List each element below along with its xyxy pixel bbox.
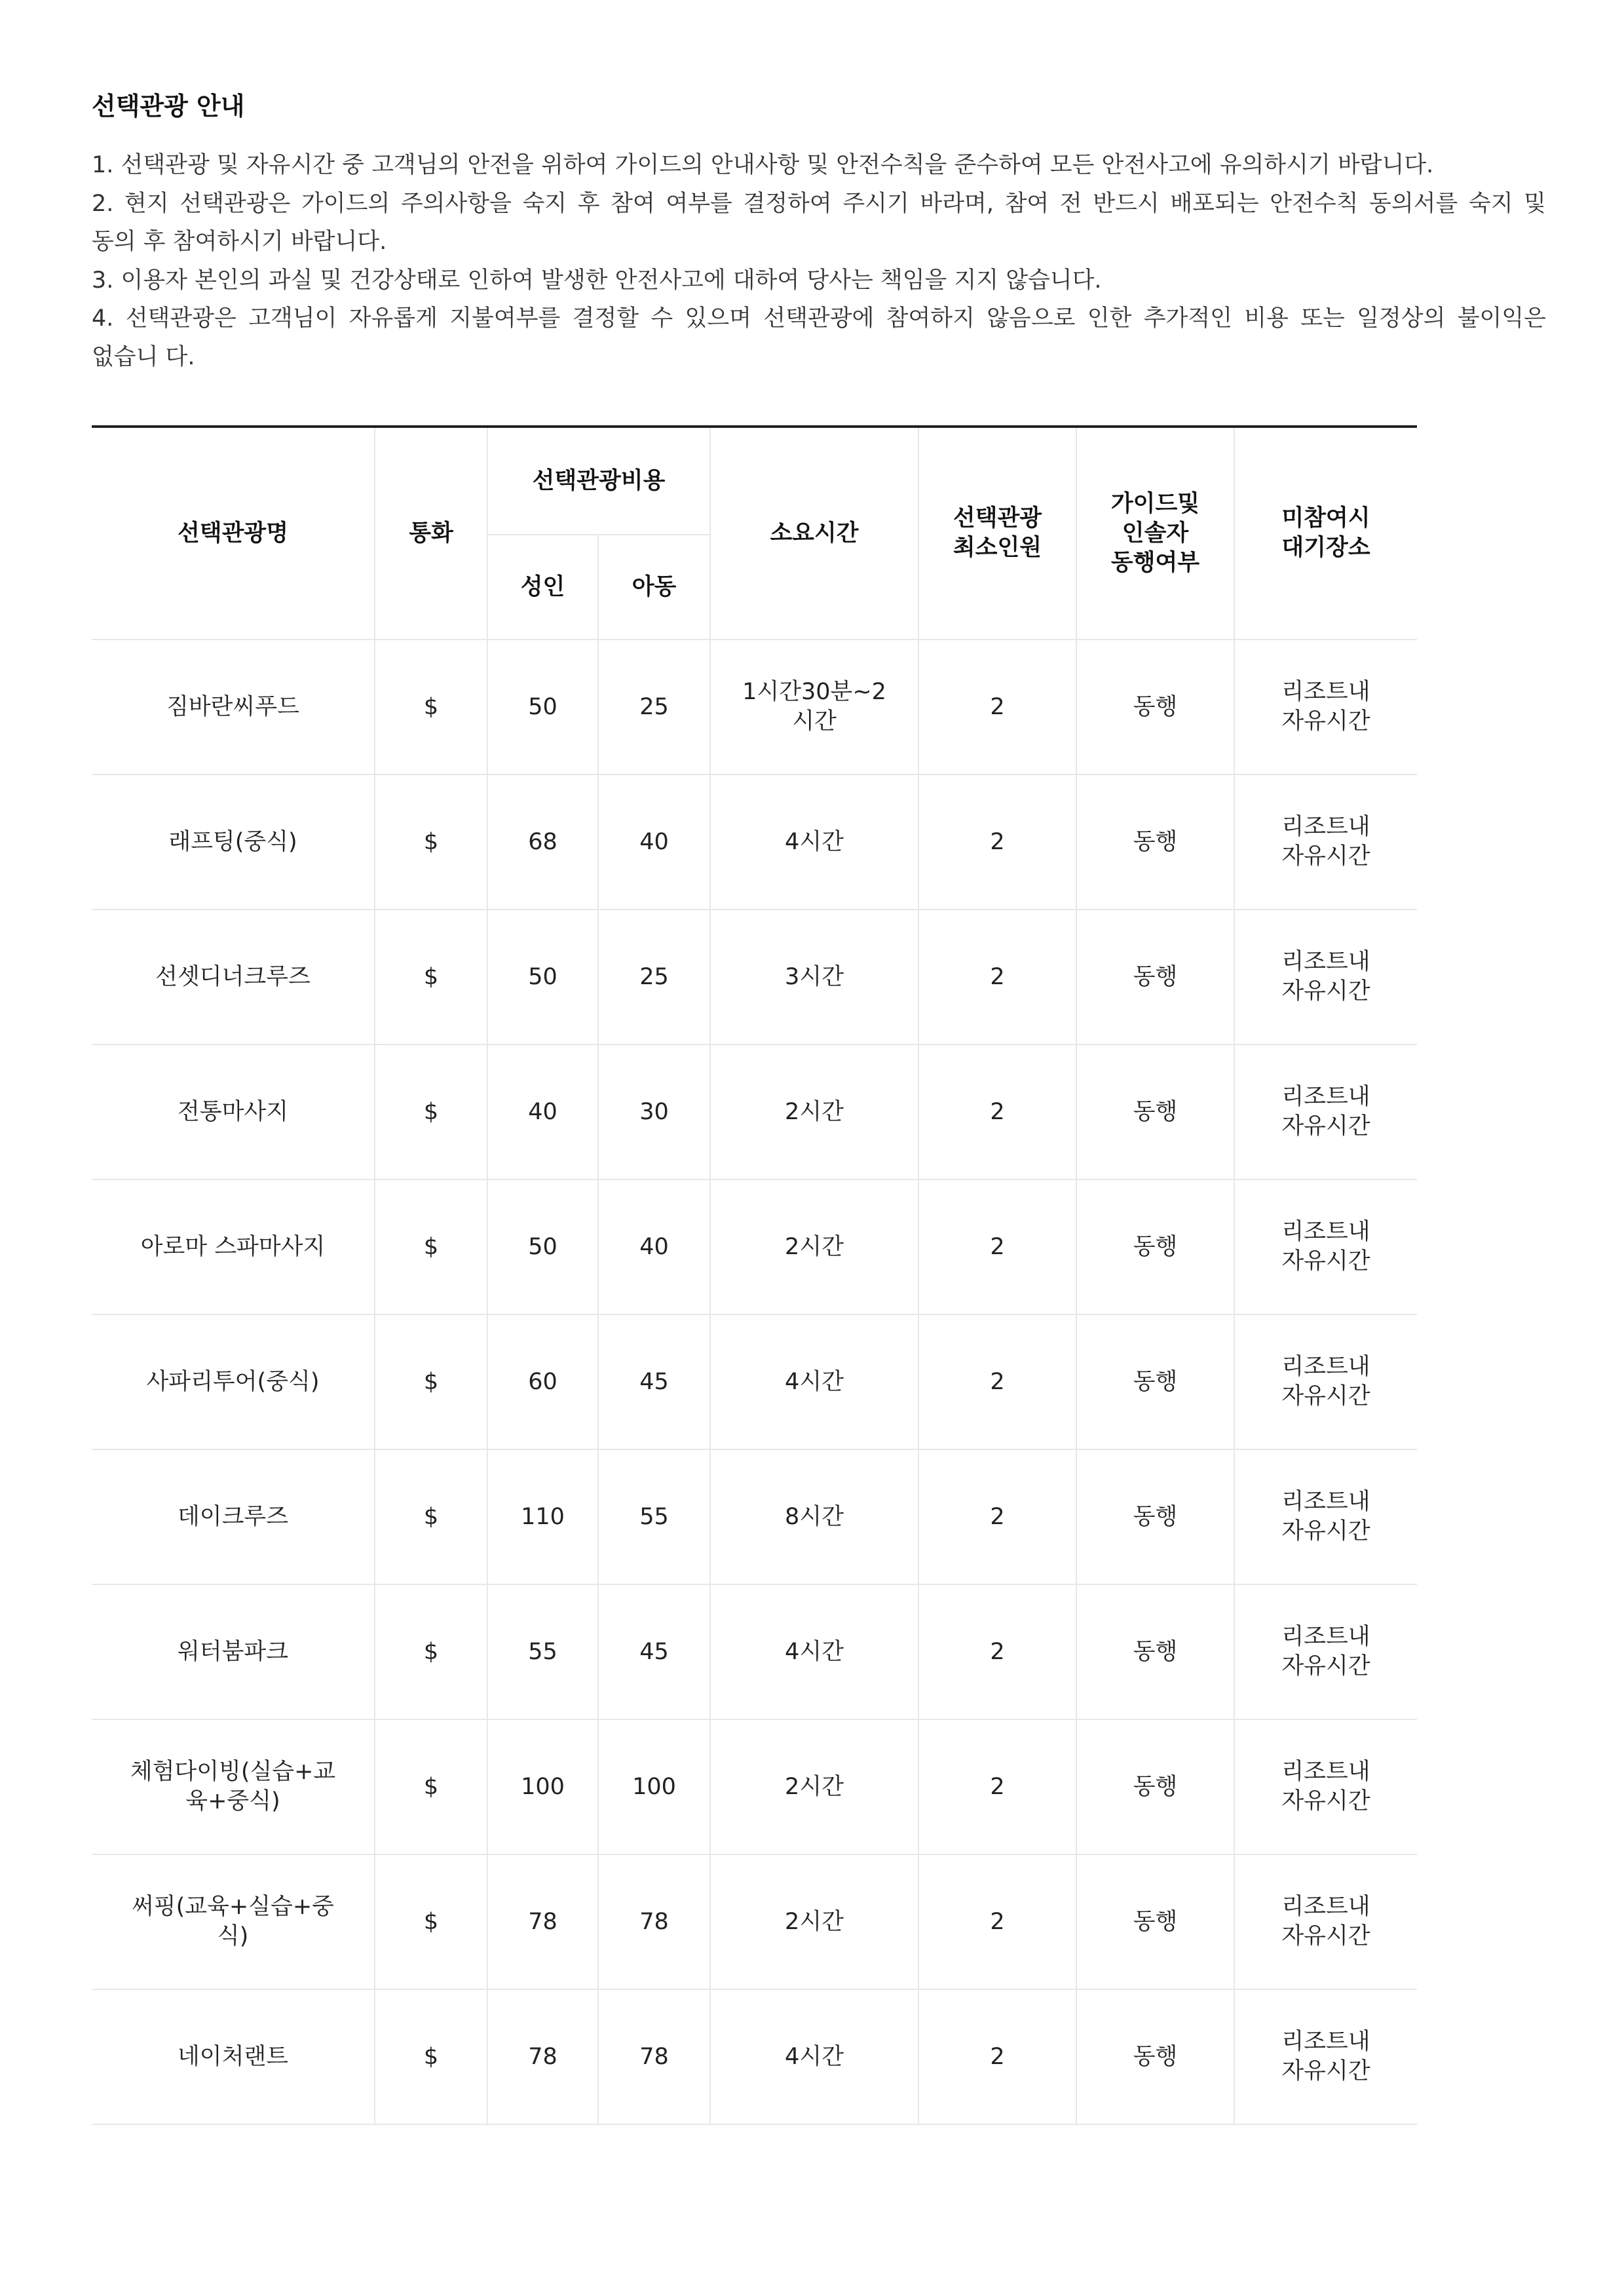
tour-name-cell: 써핑(교육+실습+중 식) [92,1854,375,1989]
page-title: 선택관광 안내 [92,92,245,121]
guide-accompany-cell: 동행 [1076,1044,1234,1179]
table-row [92,1854,1417,1989]
adult-price-cell: 55 [487,1584,598,1719]
tour-name-cell: 워터붐파크 [92,1584,375,1719]
notice-item [92,185,1546,261]
tour-name-cell: 짐바란씨푸드 [92,640,375,775]
header-guide-accompany: 가이드및 인솔자 동행여부 [1076,427,1234,640]
tour-name-cell: 체험다이빙(실습+교 육+중식) [92,1719,375,1854]
guide-accompany-cell: 동행 [1076,1314,1234,1449]
tour-name-cell: 사파리투어(중식) [92,1314,375,1449]
waiting-place-cell: 리조트내 자유시간 [1234,775,1417,909]
table-header [92,427,1417,640]
header-tour-cost: 선택관광비용 [487,427,710,535]
currency-cell: $ [375,1044,487,1179]
currency-cell: $ [375,775,487,909]
min-people-cell: 2 [918,1584,1076,1719]
table-row [92,775,1417,909]
currency-cell: $ [375,909,487,1044]
notice-item [92,146,1546,185]
table-row [92,1989,1417,2124]
notice-line: 3. 이용자 본인의 과실 및 건강상태로 인하여 발생한 안전사고에 대하여 당사는 책임을 지지 않습니다. [92,267,1102,294]
optional-tour-table [92,425,1417,2125]
currency-cell: $ [375,1989,487,2124]
table-row [92,1044,1417,1179]
notice-list [92,146,1546,377]
min-people-cell: 2 [918,1044,1076,1179]
child-price-cell: 45 [598,1314,710,1449]
child-price-cell: 78 [598,1989,710,2124]
currency-cell: $ [375,1854,487,1989]
tour-name-cell: 네이처랜트 [92,1989,375,2124]
duration-cell: 4시간 [710,1584,918,1719]
duration-cell: 2시간 [710,1044,918,1179]
currency-cell: $ [375,1314,487,1449]
adult-price-cell: 110 [487,1449,598,1584]
tour-name-cell: 데이크루즈 [92,1449,375,1584]
min-people-cell: 2 [918,1989,1076,2124]
guide-accompany-cell: 동행 [1076,1719,1234,1854]
child-price-cell: 100 [598,1719,710,1854]
table-row [92,1449,1417,1584]
header-waiting-place: 미참여시 대기장소 [1234,427,1417,640]
table-row [92,1179,1417,1314]
adult-price-cell: 60 [487,1314,598,1449]
tour-name-cell: 래프팅(중식) [92,775,375,909]
child-price-cell: 40 [598,775,710,909]
adult-price-cell: 78 [487,1989,598,2124]
guide-accompany-cell: 동행 [1076,1584,1234,1719]
notice-line: 없습니 다. [92,343,195,370]
notice-line: 2. 현지 선택관광은 가이드의 주의사항을 숙지 후 참여 여부를 결정하여 주시기 바라며, 참여 전 반드시 배포되는 안전수칙 동의서를 숙지 및 [92,190,1546,217]
tour-name-cell: 선셋디너크루즈 [92,909,375,1044]
child-price-cell: 45 [598,1584,710,1719]
duration-cell: 8시간 [710,1449,918,1584]
tour-name-cell: 아로마 스파마사지 [92,1179,375,1314]
duration-cell: 4시간 [710,775,918,909]
notice-line: 동의 후 참여하시기 바랍니다. [92,229,387,256]
duration-cell: 3시간 [710,909,918,1044]
guide-accompany-cell: 동행 [1076,1449,1234,1584]
min-people-cell: 2 [918,640,1076,775]
child-price-cell: 25 [598,640,710,775]
table-row [92,1584,1417,1719]
waiting-place-cell: 리조트내 자유시간 [1234,1854,1417,1989]
waiting-place-cell: 리조트내 자유시간 [1234,640,1417,775]
currency-cell: $ [375,1449,487,1584]
notice-item [92,299,1546,376]
header-duration: 소요시간 [710,427,918,640]
adult-price-cell: 100 [487,1719,598,1854]
notice-line: 4. 선택관광은 고객님이 자유롭게 지불여부를 결정할 수 있으며 선택관광에 참여하지 않음으로 인한 추가적인 비용 또는 일정상의 불이익은 [92,305,1546,332]
guide-accompany-cell: 동행 [1076,1989,1234,2124]
min-people-cell: 2 [918,1179,1076,1314]
waiting-place-cell: 리조트내 자유시간 [1234,1179,1417,1314]
duration-cell: 2시간 [710,1179,918,1314]
header-child-price: 아동 [598,535,710,640]
duration-cell: 4시간 [710,1314,918,1449]
currency-cell: $ [375,1719,487,1854]
child-price-cell: 30 [598,1044,710,1179]
min-people-cell: 2 [918,1449,1076,1584]
child-price-cell: 25 [598,909,710,1044]
tour-name-cell: 전통마사지 [92,1044,375,1179]
header-row [92,427,1417,535]
duration-cell: 2시간 [710,1719,918,1854]
guide-accompany-cell: 동행 [1076,909,1234,1044]
duration-cell: 4시간 [710,1989,918,2124]
guide-accompany-cell: 동행 [1076,1179,1234,1314]
guide-accompany-cell: 동행 [1076,1854,1234,1989]
waiting-place-cell: 리조트내 자유시간 [1234,1719,1417,1854]
adult-price-cell: 50 [487,1179,598,1314]
duration-cell: 1시간30분~2 시간 [710,640,918,775]
notice-line: 1. 선택관광 및 자유시간 중 고객님의 안전을 위하여 가이드의 안내사항 및 안전수칙을 준수하여 모든 안전사고에 유의하시기 바랍니다. [92,152,1434,178]
min-people-cell: 2 [918,909,1076,1044]
min-people-cell: 2 [918,775,1076,909]
waiting-place-cell: 리조트내 자유시간 [1234,1584,1417,1719]
header-adult-price: 성인 [487,535,598,640]
header-tour-name: 선택관광명 [92,427,375,640]
table-body [92,640,1417,2124]
adult-price-cell: 68 [487,775,598,909]
adult-price-cell: 40 [487,1044,598,1179]
table-row [92,1314,1417,1449]
notice-item [92,261,1546,300]
waiting-place-cell: 리조트내 자유시간 [1234,1989,1417,2124]
waiting-place-cell: 리조트내 자유시간 [1234,909,1417,1044]
duration-cell: 2시간 [710,1854,918,1989]
min-people-cell: 2 [918,1314,1076,1449]
waiting-place-cell: 리조트내 자유시간 [1234,1044,1417,1179]
guide-accompany-cell: 동행 [1076,775,1234,909]
adult-price-cell: 50 [487,909,598,1044]
currency-cell: $ [375,1584,487,1719]
adult-price-cell: 78 [487,1854,598,1989]
waiting-place-cell: 리조트내 자유시간 [1234,1314,1417,1449]
child-price-cell: 40 [598,1179,710,1314]
table-row [92,1719,1417,1854]
child-price-cell: 55 [598,1449,710,1584]
table-row [92,909,1417,1044]
currency-cell: $ [375,640,487,775]
min-people-cell: 2 [918,1854,1076,1989]
header-min-people: 선택관광 최소인원 [918,427,1076,640]
waiting-place-cell: 리조트내 자유시간 [1234,1449,1417,1584]
adult-price-cell: 50 [487,640,598,775]
currency-cell: $ [375,1179,487,1314]
table-row [92,640,1417,775]
guide-accompany-cell: 동행 [1076,640,1234,775]
min-people-cell: 2 [918,1719,1076,1854]
header-currency: 통화 [375,427,487,640]
child-price-cell: 78 [598,1854,710,1989]
